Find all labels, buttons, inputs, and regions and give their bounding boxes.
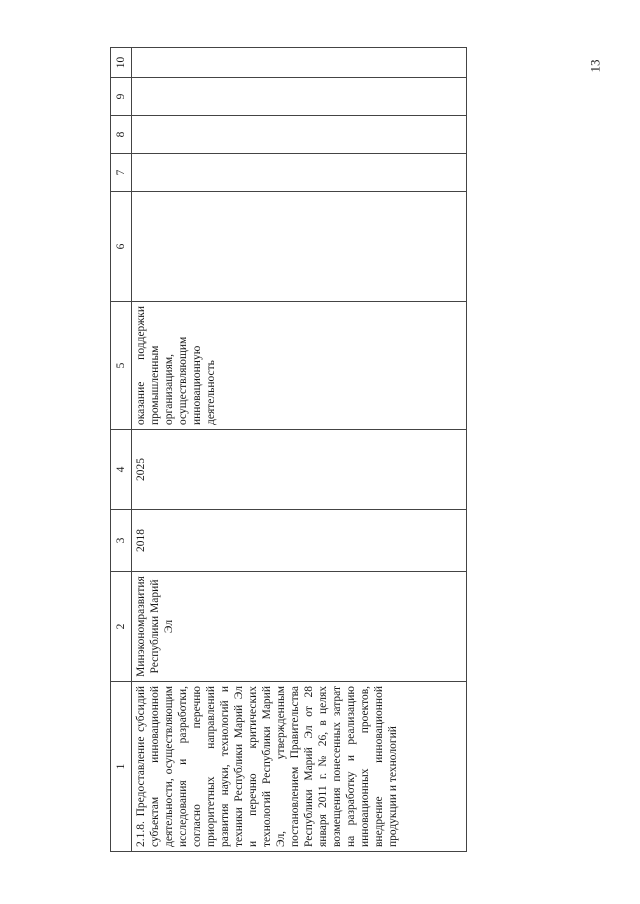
column-header-3: 3 bbox=[111, 510, 132, 572]
table-header-row bbox=[111, 48, 132, 852]
responsible-executor: Минэкономразвития Республики Марий Эл bbox=[132, 572, 467, 682]
cell-column-6 bbox=[132, 192, 467, 302]
cell-column-9 bbox=[132, 78, 467, 116]
column-header-5: 5 bbox=[111, 302, 132, 430]
column-header-7: 7 bbox=[111, 154, 132, 192]
rotated-table-frame bbox=[110, 48, 490, 852]
start-year: 2018 bbox=[132, 510, 467, 572]
column-header-6: 6 bbox=[111, 192, 132, 302]
expected-result: оказание поддержки промышленным организациям, осуществляющим инновационную деятельность bbox=[132, 302, 467, 430]
cell-column-7 bbox=[132, 154, 467, 192]
column-header-8: 8 bbox=[111, 116, 132, 154]
column-header-1: 1 bbox=[111, 682, 132, 852]
column-header-2: 2 bbox=[111, 572, 132, 682]
page-number: 13 bbox=[587, 59, 603, 73]
column-header-9: 9 bbox=[111, 78, 132, 116]
program-activities-table bbox=[110, 47, 467, 852]
column-header-10: 10 bbox=[111, 48, 132, 78]
table-row bbox=[132, 48, 467, 852]
column-header-4: 4 bbox=[111, 430, 132, 510]
activity-description: 2.1.8. Предоставление субсидий субъектам инновационной деятельности, осуществляющим исследования и разработки, согласно перечню приоритетных направлений развития науки, технологий и техники Республики Марий Эл и перечню критических технологий Республики Марий Эл, утвержденным постановлением Правительства Республики Марий Эл от 28 января 2011 г. № 26, в целях возмещения понесенных затрат на разработку и реализацию инновационных проектов, внедрение инновационной продукции и технологий bbox=[132, 682, 467, 852]
cell-column-8 bbox=[132, 116, 467, 154]
end-year: 2025 bbox=[132, 430, 467, 510]
cell-column-10 bbox=[132, 48, 467, 78]
